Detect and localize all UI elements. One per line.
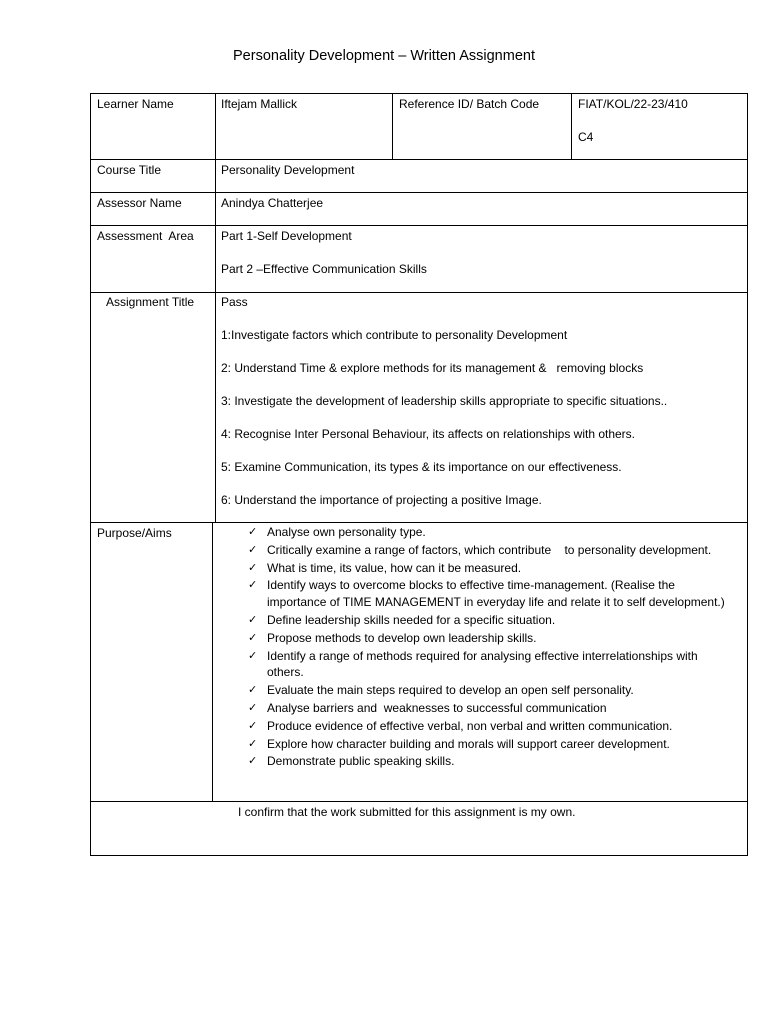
outcome-item: 5: Examine Communication, its types & its importance on our effectiveness.: [221, 460, 622, 474]
learner-name-value: Iftejam Mallick: [221, 97, 298, 111]
checkmark-icon: ✓: [248, 630, 258, 644]
assessment-part-1: Part 1-Self Development: [221, 229, 352, 243]
aim-item: ✓ Identify ways to overcome blocks to effective time-management. (Realise the importance of TIME MANAGEMENT in everyday life and relate it to self development.): [248, 578, 725, 610]
table-border: [90, 159, 748, 160]
checkmark-icon: ✓: [248, 612, 258, 626]
assessor-name-label: Assessor Name: [97, 196, 182, 210]
table-border: [571, 93, 572, 160]
checkmark-icon: ✓: [248, 560, 258, 574]
checkmark-icon: ✓: [248, 683, 258, 697]
aim-item: ✓ Produce evidence of effective verbal, non verbal and written communication.: [248, 718, 673, 733]
aim-item: ✓ Demonstrate public speaking skills.: [248, 754, 455, 769]
table-border: [90, 522, 748, 523]
table-border: [90, 855, 748, 856]
outcome-item: 4: Recognise Inter Personal Behaviour, its affects on relationships with others.: [221, 427, 636, 441]
table-border: [215, 93, 216, 523]
table-border: [90, 192, 748, 193]
outcome-item: 3: Investigate the development of leadership skills appropriate to specific situations..: [221, 394, 668, 408]
aim-item: ✓ Define leadership skills needed for a specific situation.: [248, 612, 556, 627]
purpose-aims-label: Purpose/Aims: [97, 526, 172, 540]
aim-item: ✓ Explore how character building and morals will support career development.: [248, 736, 670, 751]
reference-label: Reference ID/ Batch Code: [399, 97, 540, 111]
table-border: [90, 801, 748, 802]
aim-item: ✓ Analyse own personality type.: [248, 525, 426, 539]
assessor-name-value: Anindya Chatterjee: [221, 196, 324, 210]
checkmark-icon: ✓: [248, 578, 258, 592]
table-border: [747, 93, 748, 856]
aim-item: ✓ Analyse barriers and weaknesses to successful communication: [248, 700, 607, 715]
table-border: [90, 225, 748, 226]
outcome-item: 6: Understand the importance of projecting a positive Image.: [221, 493, 542, 507]
checkmark-icon: ✓: [248, 736, 258, 750]
assessment-part-2: Part 2 –Effective Communication Skills: [221, 262, 427, 276]
outcome-item: 1:Investigate factors which contribute to personality Development: [221, 328, 568, 342]
aim-item: ✓ Evaluate the main steps required to develop an open self personality.: [248, 683, 634, 698]
assessment-area-label: Assessment Area: [97, 229, 194, 243]
learner-name-label: Learner Name: [97, 97, 174, 111]
outcome-item: Pass: [221, 295, 248, 309]
document-title: Personality Development – Written Assignment: [233, 48, 535, 64]
purpose-aims-list: [245, 524, 735, 771]
course-title-label: Course Title: [97, 163, 162, 177]
checkmark-icon: ✓: [248, 718, 258, 732]
table-border: [212, 522, 213, 802]
checkmark-icon: ✓: [248, 700, 258, 714]
table-border: [90, 93, 91, 856]
outcome-item: 2: Understand Time & explore methods for its management & removing blocks: [221, 361, 644, 375]
checkmark-icon: ✓: [248, 648, 258, 662]
reference-id: FIAT/KOL/22-23/410: [578, 97, 688, 111]
assignment-title-label: Assignment Title: [106, 295, 195, 309]
aim-item: ✓ Critically examine a range of factors, which contribute to personality development.: [248, 542, 712, 557]
course-title-value: Personality Development: [221, 163, 355, 177]
checkmark-icon: ✓: [248, 754, 258, 768]
checkmark-icon: ✓: [248, 525, 258, 538]
declaration-text: I confirm that the work submitted for this assignment is my own.: [238, 805, 576, 819]
checkmark-icon: ✓: [248, 542, 258, 556]
aim-item: ✓ Propose methods to develop own leadership skills.: [248, 630, 537, 645]
aim-item: ✓ Identify a range of methods required for analysing effective interrelationships with others.: [248, 648, 698, 680]
table-border: [392, 93, 393, 160]
assignment-outcomes: [221, 294, 741, 508]
batch-code: C4: [578, 130, 594, 144]
aim-item: ✓ What is time, its value, how can it be measured.: [248, 560, 522, 575]
table-border: [90, 292, 748, 293]
table-border: [90, 93, 748, 94]
